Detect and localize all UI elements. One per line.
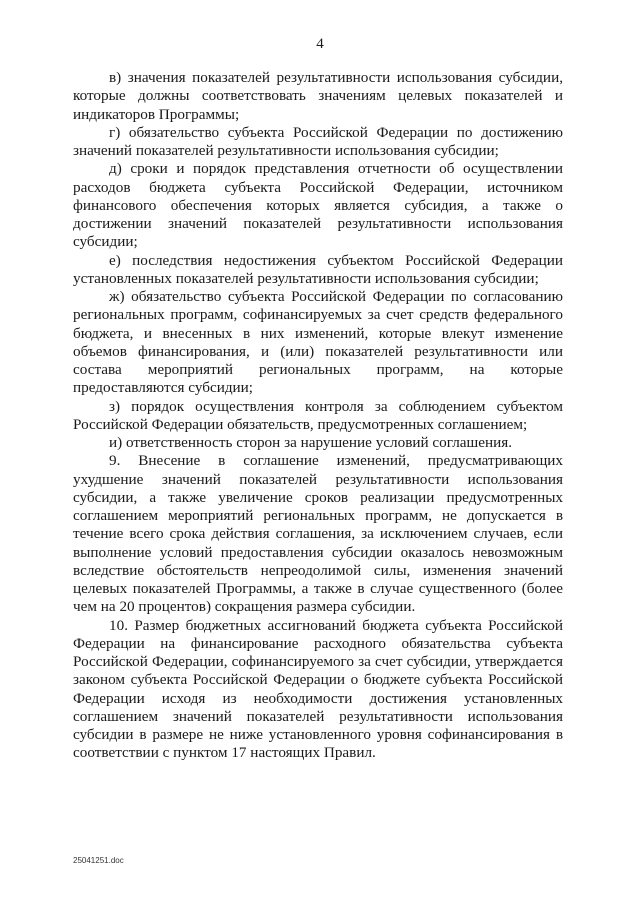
- page-number: 4: [316, 36, 324, 52]
- footer-file-code: 25041251.doc: [73, 856, 124, 865]
- document-body: [73, 69, 563, 763]
- paragraph-zh: ж) обязательство субъекта Российской Федерации по согласованию региональных программ, софинансируемых за счет средств федерального бюджета, и внесенных в них изменений, которые влекут изменение объемов финансирования, и (или) показателей результативности или состава мероприятий региональных программ, на которые предоставляются субсидии;: [73, 288, 563, 397]
- paragraph-e: е) последствия недостижения субъектом Российской Федерации установленных показателей результативности использования субсидии;: [73, 251, 563, 287]
- paragraph-i: и) ответственность сторон за нарушение условий соглашения.: [109, 434, 513, 451]
- paragraph-v: в) значения показателей результативности использования субсидии, которые должны соответствовать значениям целевых показателей и индикаторов Программы;: [73, 69, 563, 123]
- paragraph-z: з) порядок осуществления контроля за соблюдением субъектом Российской Федерации обязательств, предусмотренных соглашением;: [73, 397, 563, 433]
- paragraph-g: г) обязательство субъекта Российской Федерации по достижению значений показателей результативности использования субсидии;: [73, 123, 563, 159]
- paragraph-9: 9. Внесение в соглашение изменений, предусматривающих ухудшение значений показателей результативности использования субсидии, а также увеличение сроков реализации предусмотренных соглашением мероприятий региональных программ, не допускается в течение всего срока действия соглашения, за исключением случаев, если выполнение условий предоставления субсидии оказалось невозможным вследствие обстоятельств непреодолимой силы, изменения значений целевых показателей Программы, а также в случае существенного (более чем на 20 процентов) сокращения размера субсидии.: [73, 452, 563, 616]
- paragraph-d: д) сроки и порядок представления отчетности об осуществлении расходов бюджета субъекта Российской Федерации, источником финансового обеспечения которых является субсидия, а также о достижении значений показателей результативности использования субсидии;: [73, 160, 563, 251]
- paragraph-10: 10. Размер бюджетных ассигнований бюджета субъекта Российской Федерации на финансирование расходного обязательства субъекта Российской Федерации, софинансируемого за счет субсидии, утверждается законом субъекта Российской Федерации о бюджете субъекта Российской Федерации исходя из необходимости достижения установленных соглашением значений показателей результативности использования субсидии в размере не ниже установленного уровня софинансирования в соответствии с пунктом 17 настоящих Правил.: [73, 616, 563, 762]
